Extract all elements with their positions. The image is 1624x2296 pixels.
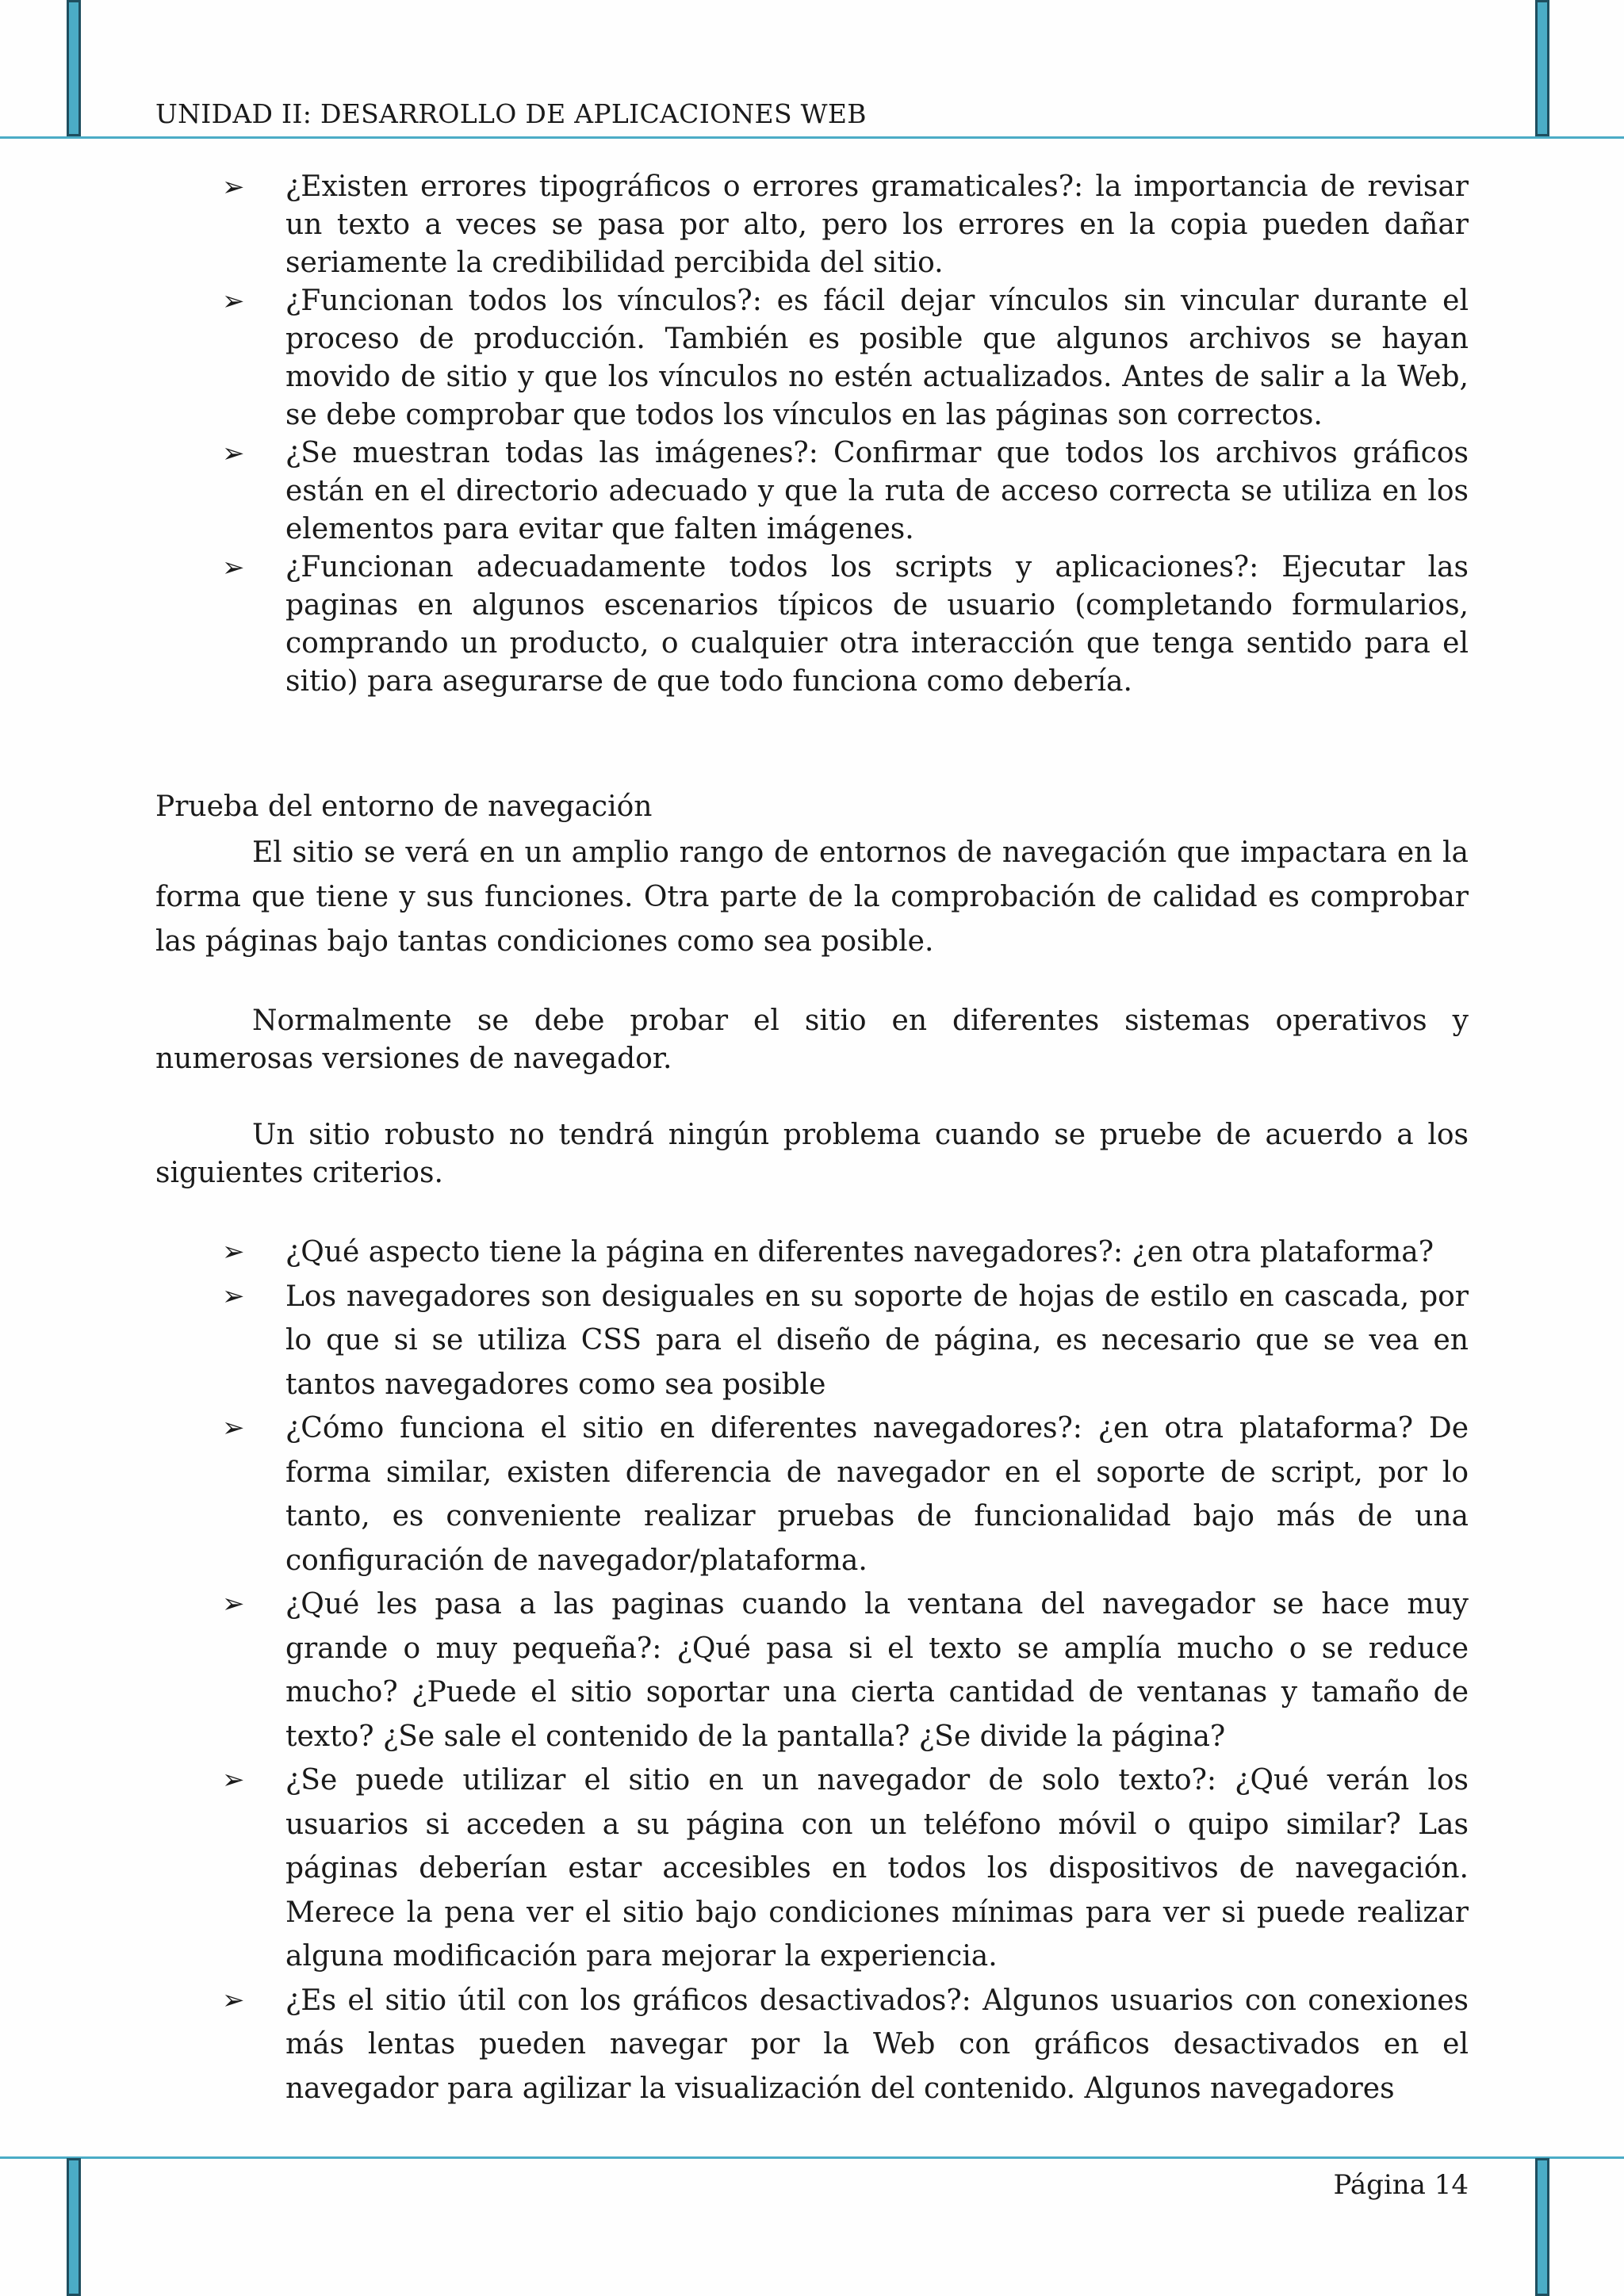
- arrow-bullet-icon: ➢: [222, 171, 245, 203]
- arrow-bullet-icon: ➢: [222, 285, 245, 317]
- list-item-text: ¿Funcionan todos los vínculos?: es fácil dejar vínculos sin vincular durante el proceso de producción. También es posible que algunos archivos se hayan movido de sitio y que los vínculos no estén actualizados. Antes de salir a la Web, se debe comprobar que todos los vínculos en las páginas son correctos.: [285, 285, 1469, 431]
- bullet-list-review: [222, 168, 1469, 701]
- list-item: [222, 1230, 1469, 1275]
- arrow-bullet-icon: ➢: [222, 1764, 245, 1796]
- decorative-bar-bottom-right: [1535, 2158, 1549, 2296]
- bullet-list-criteria: [222, 1230, 1469, 2110]
- body-paragraph: Normalmente se debe probar el sitio en diferentes sistemas operativos y numerosas versiones de navegador.: [155, 1004, 1469, 1075]
- footer-rule: [0, 2156, 1624, 2159]
- decorative-bar-top-right: [1535, 0, 1549, 136]
- list-item-text: ¿Se puede utilizar el sitio en un navegador de solo texto?: ¿Qué verán los usuarios si acceden a su página con un teléfono móvil o quipo similar? Las páginas deberían estar accesibles en todos los dispositivos de navegación. Merece la pena ver el sitio bajo condiciones mínimas para ver si puede realizar alguna modificación para mejorar la experiencia.: [285, 1764, 1469, 1973]
- list-item-text: ¿Se muestran todas las imágenes?: Confirmar que todos los archivos gráficos están en el directorio adecuado y que la ruta de acceso correcta se utiliza en los elementos para evitar que falten imágenes.: [285, 437, 1469, 545]
- arrow-bullet-icon: ➢: [222, 1236, 245, 1268]
- arrow-bullet-icon: ➢: [222, 1412, 245, 1444]
- decorative-bar-bottom-left: [67, 2158, 81, 2296]
- list-item-text: ¿Funcionan adecuadamente todos los scripts y aplicaciones?: Ejecutar las paginas en algunos escenarios típicos de usuario (completando formularios, comprando un producto, o cualquier otra interacción que tenga sentido para el sitio) para asegurarse de que todo funciona como debería.: [285, 551, 1469, 698]
- list-item: [222, 549, 1469, 701]
- body-paragraph: El sitio se verá en un amplio rango de entornos de navegación que impactara en la forma que tiene y sus funciones. Otra parte de la comprobación de calidad es comprobar las páginas bajo tantas condiciones como sea posible.: [155, 836, 1469, 958]
- arrow-bullet-icon: ➢: [222, 1984, 245, 2016]
- arrow-bullet-icon: ➢: [222, 1588, 245, 1620]
- section-heading: Prueba del entorno de navegación: [155, 790, 653, 823]
- page-number: Página 14: [1333, 2169, 1469, 2201]
- list-item-text: ¿Qué aspecto tiene la página en diferentes navegadores?: ¿en otra plataforma?: [285, 1236, 1434, 1269]
- list-item: [222, 1758, 1469, 1979]
- list-item: [222, 1406, 1469, 1582]
- header-title: UNIDAD II: DESARROLLO DE APLICACIONES WEB: [155, 98, 867, 129]
- decorative-bar-top-left: [67, 0, 81, 136]
- list-item-text: ¿Es el sitio útil con los gráficos desactivados?: Algunos usuarios con conexiones más lentas pueden navegar por la Web con gráficos desactivados en el navegador para agilizar la visualización del contenido. Algunos navegadores: [285, 1984, 1469, 2105]
- list-item: [222, 1275, 1469, 1407]
- list-item: [222, 282, 1469, 434]
- list-item-text: ¿Qué les pasa a las paginas cuando la ventana del navegador se hace muy grande o muy pequeña?: ¿Qué pasa si el texto se amplía mucho o se reduce mucho? ¿Puede el sitio soportar una cierta cantidad de ventanas y tamaño de texto? ¿Se sale el contenido de la pantalla? ¿Se divide la página?: [285, 1588, 1469, 1753]
- arrow-bullet-icon: ➢: [222, 552, 245, 584]
- list-item-text: ¿Existen errores tipográficos o errores gramaticales?: la importancia de revisar un texto a veces se pasa por alto, pero los errores en la copia pueden dañar seriamente la credibilidad percibida del sitio.: [285, 170, 1469, 279]
- arrow-bullet-icon: ➢: [222, 1280, 245, 1312]
- arrow-bullet-icon: ➢: [222, 438, 245, 469]
- list-item: [222, 168, 1469, 282]
- header-rule: [0, 136, 1624, 139]
- body-paragraph: Un sitio robusto no tendrá ningún problema cuando se pruebe de acuerdo a los siguientes criterios.: [155, 1119, 1469, 1189]
- list-item: [222, 1582, 1469, 1758]
- list-item: [222, 434, 1469, 549]
- list-item-text: Los navegadores son desiguales en su soporte de hojas de estilo en cascada, por lo que si se utiliza CSS para el diseño de página, es necesario que se vea en tantos navegadores como sea posible: [285, 1280, 1469, 1401]
- list-item: [222, 1979, 1469, 2111]
- list-item-text: ¿Cómo funciona el sitio en diferentes navegadores?: ¿en otra plataforma? De forma similar, existen diferencia de navegador en el soporte de script, por lo tanto, es conveniente realizar pruebas de funcionalidad bajo más de una configuración de navegador/plataforma.: [285, 1412, 1469, 1577]
